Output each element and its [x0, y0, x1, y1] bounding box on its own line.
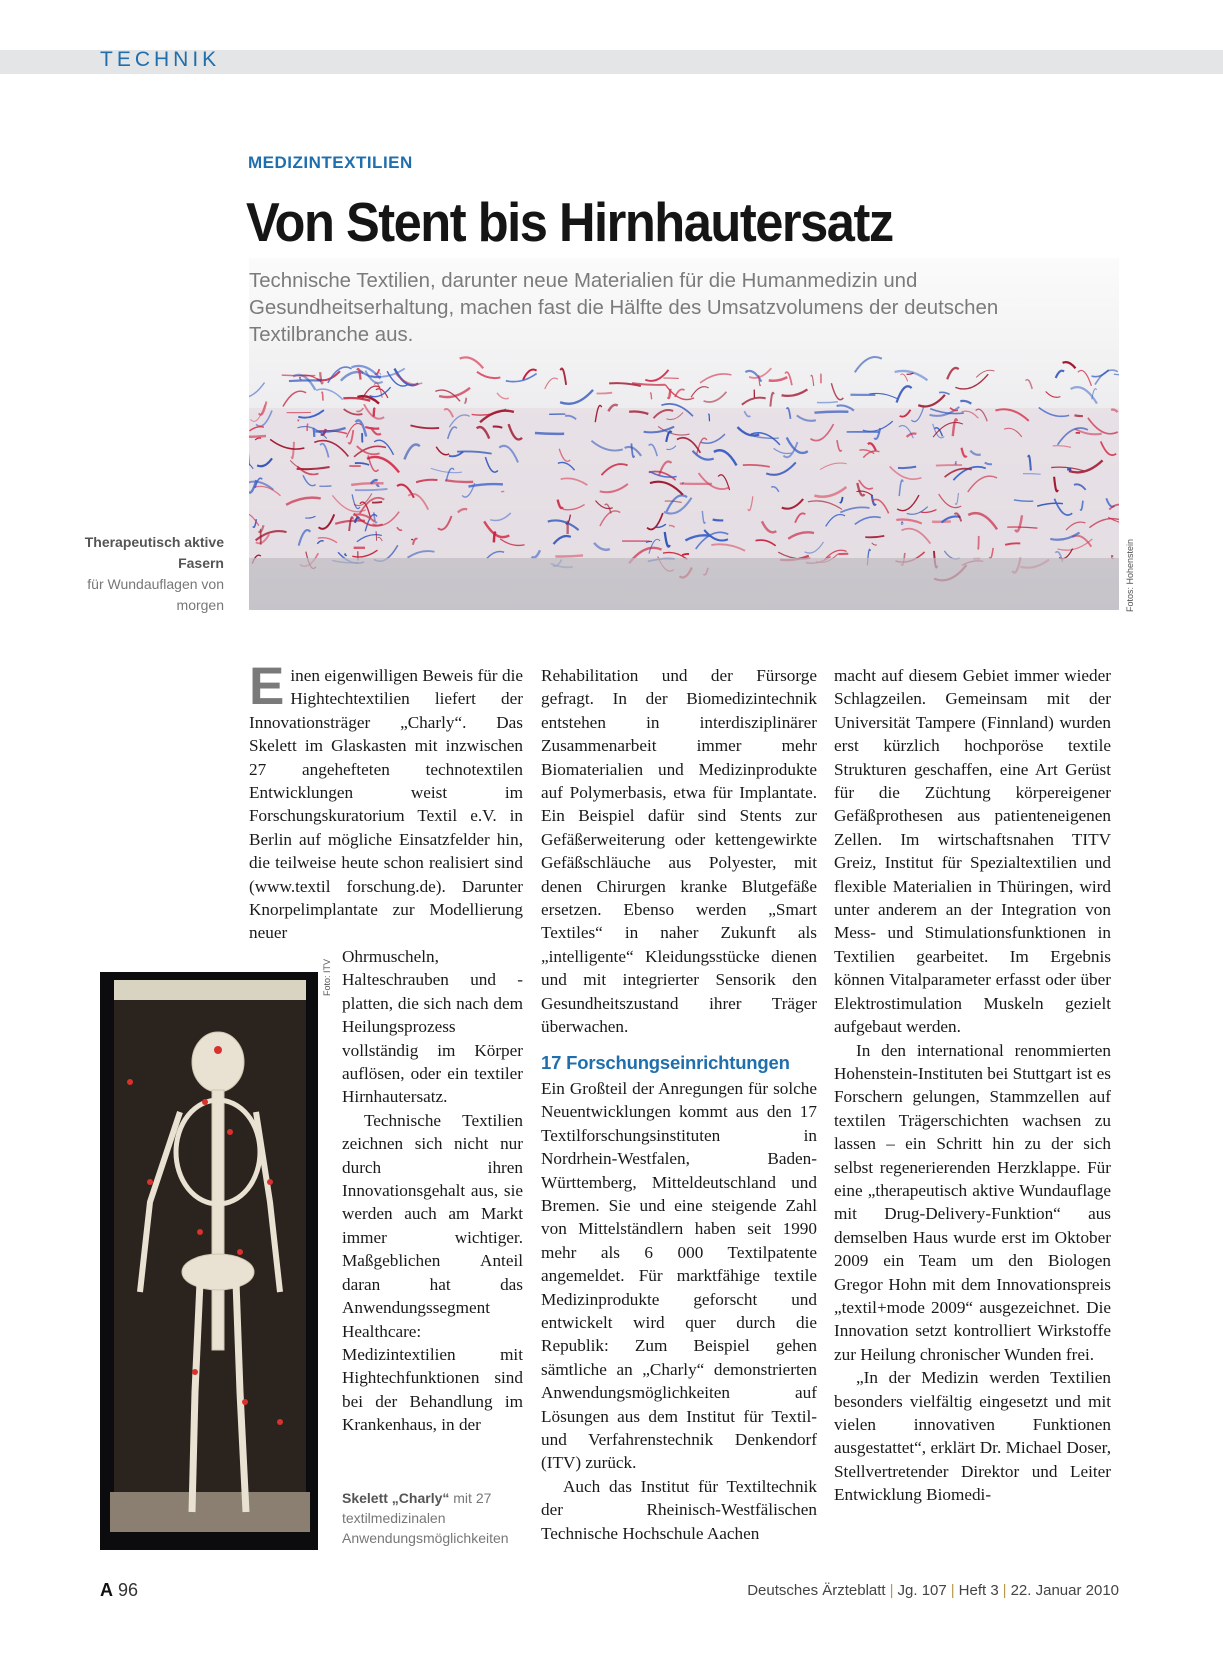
article-column-3 [834, 664, 1111, 1507]
section-label: TECHNIK [100, 48, 221, 71]
col2-paragraph-3: Auch das Institut für Textiltechnik der Rheinisch-Westfälischen Technische Hochschule Aachen [541, 1476, 817, 1543]
article-column-1 [249, 657, 523, 945]
article-deck: Technische Textilien, darunter neue Materialien für die Humanmedizin und Gesundheitserhaltung, machen fast die Hälfte des Umsatzvolumens der deutschen Textilbranche aus. [249, 270, 999, 346]
page-number [100, 1580, 138, 1601]
col1-paragraph-2: Technische Textilien zeichnen sich nicht nur durch ihren Innovationsgehalt aus, sie werden auch am Markt immer wichtiger. Maßgeblichen Anteil daran hat das Anwendungssegment Healthcare: Medizintextilien mit Hightechfunktionen sind bei der Behandlung im Krankenhaus, in der [342, 1110, 523, 1435]
photo-credit-hero: Fotos: Hohenstein [1125, 538, 1135, 612]
page-number-value: 96 [118, 1580, 139, 1600]
col3-paragraph-1: macht auf diesem Gebiet immer wieder Schlagzeilen. Gemeinsam mit der Universität Tampere (Finnland) wurden erst kürzlich hochporöse textile Strukturen geschaffen, eine Art Gerüst für die Züchtung körpereigener Gefäßprothesen aus patienteneigenen Zellen. Im wirtschaftsnahen TITV Greiz, Institut für Spezialtextilien und flexible Materialien in Thüringen, wird unter anderem an der Integration von Mess- und Stimulationsfunktionen in Textilien gearbeitet. Im Ergebnis können Vitalparameter erfasst oder über Elektrostimulation Muskeln gezielt aufgebaut werden. [834, 666, 1111, 1037]
col1-paragraph-1: inen eigenwilligen Beweis für die Hightechtextilien liefert der Innovationsträger „Charly“. Das Skelett im Glaskasten mit inzwischen 27 angehefteten technotextilen Entwicklungen weist im Forschungskuratorium Textil e.V. in Berlin auf mögliche Einsatzfelder hin, die teilweise heute schon realisiert sind (www.textil forschung.de). Darunter Knorpelimplantate zur Modellierung neuer [249, 666, 523, 943]
caption-hero-text: für Wundauflagen von morgen [87, 576, 224, 613]
divider: | [950, 1582, 955, 1599]
col3-paragraph-3: „In der Medizin werden Textilien besonders vielfältig eingesetzt und mit vielen innovativen Funktionen ausgestattet“, erklärt Dr. Michael Doser, Stellvertretender Direktor und Leiter Entwicklung Biomedi- [834, 1368, 1111, 1505]
caption-skeleton-text: mit 27 textilmedizinalen Anwendungsmöglichkeiten [342, 1490, 509, 1546]
page-prefix: A [100, 1580, 113, 1600]
journal-footer [747, 1582, 1119, 1599]
subhead: 17 Forschungseinrichtungen [541, 1051, 790, 1073]
divider: | [1002, 1582, 1007, 1599]
journal-name: Deutsches Ärzteblatt [747, 1582, 886, 1599]
dropcap: E [249, 657, 285, 716]
divider: | [889, 1582, 894, 1599]
caption-hero [80, 532, 224, 616]
journal-volume: Jg. 107 [897, 1582, 947, 1599]
journal-date: 22. Januar 2010 [1010, 1582, 1119, 1599]
photo-credit-skeleton: Foto: ITV [322, 958, 332, 996]
article-kicker: MEDIZINTEXTILIEN [248, 153, 413, 172]
caption-skeleton [342, 1488, 517, 1548]
article-column-1-wrap [342, 945, 523, 1437]
col2-paragraph-1: Rehabilitation und der Fürsorge gefragt. In der Biomedizintechnik entstehen in interdisziplinärer Zusammenarbeit immer mehr Biomaterialien und Medizinprodukte auf Polymerbasis, etwa für Implantate. Ein Beispiel dafür sind Stents zur Gefäßerweiterung oder kettengewirkte Gefäßschläuche aus Polyester, mit denen Chirurgen kranke Blutgefäße ersetzen. Ebenso werden „Smart Textiles“ in naher Zukunft als „intelligente“ Kleidungsstücke dienen und mit integrierter Sensorik den Gesundheitszustand ihrer Träger überwachen. [541, 666, 817, 1037]
journal-issue: Heft 3 [958, 1582, 999, 1599]
col1-paragraph-1-continued: Ohrmuscheln, Halteschrauben und -platten, die sich nach dem Heilungsprozess vollständig im Körper auflösen, oder ein textiler Hirnhautersatz. [342, 947, 523, 1107]
col3-paragraph-2: In den international renommierten Hohenstein-Instituten bei Stuttgart ist es Forschern gelungen, Stammzellen auf textilen Trägerschichten wachsen zu lassen – ein Schritt hin zu der sich selbst regenerierenden Herzklappe. Für eine „therapeutisch aktive Wundauflage mit Drug-Delivery-Funktion“ aus demselben Haus wurde erst im Oktober 2009 ein Team um den Biologen Gregor Hohn mit dem Innovationspreis „textil+mode 2009“ ausgezeichnet. Die Innovation setzt kontrolliert Wirkstoffe zur Heilung chronischer Wunden frei. [834, 1040, 1111, 1364]
article-title: Von Stent bis Hirnhautersatz [246, 191, 893, 253]
col2-paragraph-2: Ein Großteil der Anregungen für solche Neuentwicklungen kommt aus den 17 Textilforschungsinstituten in Nordrhein-Westfalen, Baden-Württemberg, Mitteldeutschland und Bremen. Sie und eine steigende Zahl von Mittelständlern haben seit 1990 mehr als 6 000 Textilpatente angemeldet. Für marktfähige textile Medizinprodukte geforscht und entwickelt wird quer durch die Republik: Zum Beispiel gehen sämtliche an „Charly“ demonstrierten Anwendungsmöglichkeiten auf Lösungen aus dem Institut für Textil- und Verfahrenstechnik Denkendorf (ITV) zurück. [541, 1078, 817, 1473]
article-column-2 [541, 664, 817, 1545]
caption-skeleton-bold: Skelett „Charly“ [342, 1490, 450, 1506]
caption-hero-bold: Therapeutisch aktive Fasern [84, 534, 224, 571]
skeleton-photo [100, 972, 318, 1550]
